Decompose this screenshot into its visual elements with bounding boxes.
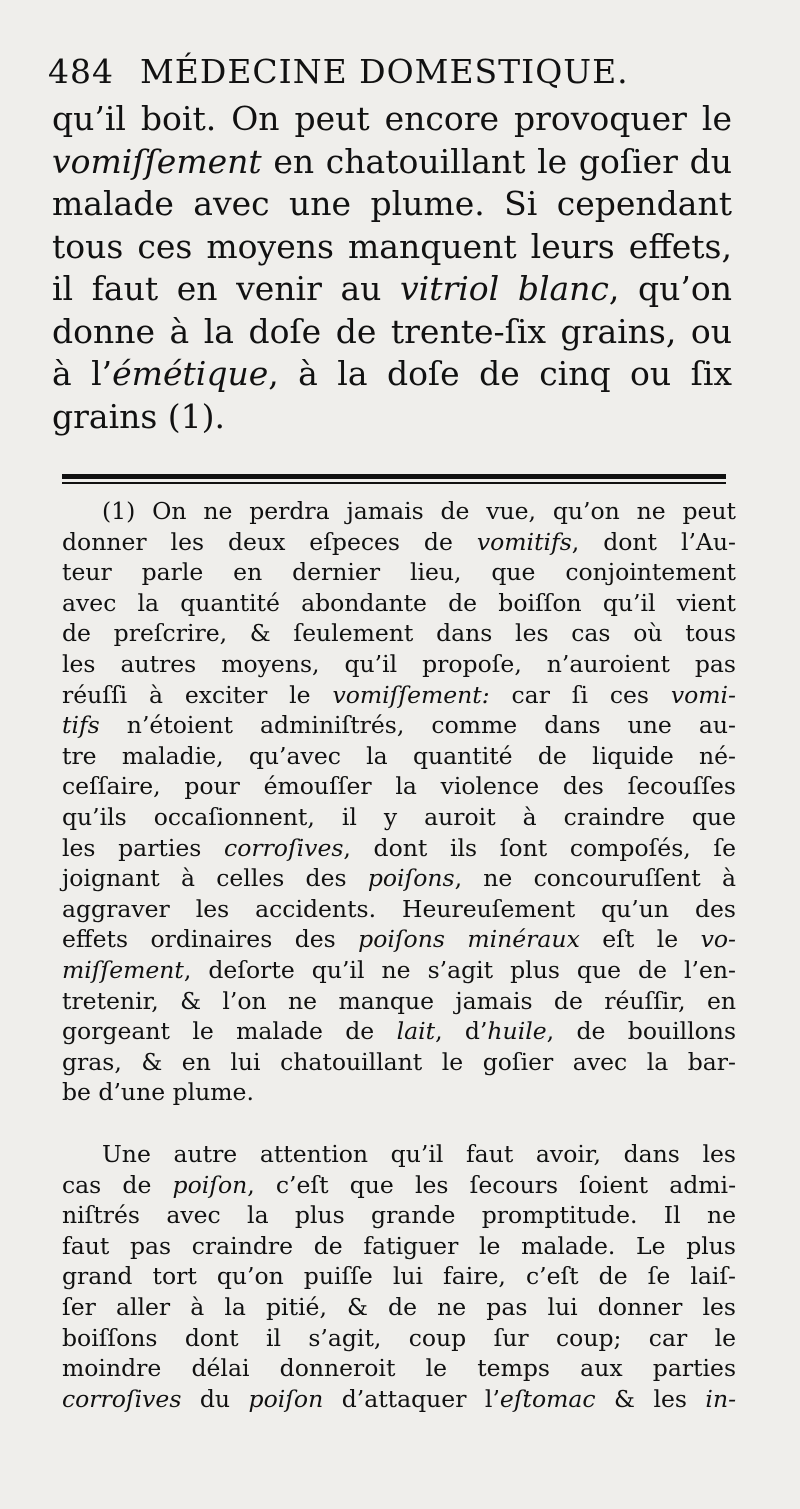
footnote-line: qu’ils occaſionnent, il y auroit à craindre que [62,802,736,831]
footnote-line: gras, & en lui chatouillant le goſier avec la bar- [62,1047,736,1076]
footnote-line: teur parle en dernier lieu, que conjointement [62,558,736,587]
footnote-line: tre maladie, qu’avec la quantité de liquide né- [62,741,736,770]
text-line: grains (1). [52,396,226,436]
paragraph-line: moindre délai donneroit le temps aux parties [62,1354,736,1383]
footnote-line: miſſement, deſorte qu’il ne s’agit plus que de l’en- [62,955,736,984]
paragraph-line: ſer aller à la pitié, & de ne pas lui donner les [62,1292,736,1321]
running-title: MÉDECINE DOMESTIQUE. [140,52,629,91]
text-line: qu’il boit. On peut encore provoquer le [52,99,732,138]
footnote-line: donner les deux eſpeces de vomitifs, dont l’Au- [62,527,736,556]
paragraph-line: Une autre attention qu’il faut avoir, dans les [102,1140,736,1168]
footnote-line: tifs n’étoient adminiſtrés, comme dans une au- [62,711,736,740]
text-line: à l’émétique, à la doſe de cinq ou ſix [52,354,732,393]
text-line: donne à la doſe de trente-ſix grains, ou [52,311,732,351]
footnote-line: les parties corroſives, dont ils ſont compoſés, ſe [62,833,737,862]
footnote-line: les autres moyens, qu’il propoſe, n’auroient pas [62,649,736,678]
paragraph-line: faut pas craindre de fatiguer le malade. Le plus [62,1231,736,1260]
footnote-line: avec la quantité abondante de boiſſon qu’il vient [62,588,736,617]
paragraph-line: niſtrés avec la plus grande promptitude. Il ne [62,1201,736,1230]
text-line: vomiſſement en chatouillant le goſier du [52,141,732,181]
footnote-line: tretenir, & l’on ne manque jamais de réuſſir, en [62,986,736,1015]
paragraph-line: corroſives du poiſon d’attaquer l’eſtomac & les in- [62,1384,737,1413]
paragraph-line: cas de poiſon, c’eſt que les ſecours ſoient admi- [62,1170,737,1199]
main-text [52,98,732,438]
paragraph-line: grand tort qu’on puiſſe lui faire, c’eſt de ſe laiſ- [62,1262,736,1291]
text-line: malade avec une plume. Si cependant [52,184,732,223]
footnote [62,496,736,1108]
footnote-line: effets ordinaires des poiſons minéraux eſt le vo- [62,925,736,954]
text-line: il faut en venir au vitriol blanc, qu’on [52,269,732,308]
footnote-line: réuſſi à exciter le vomiſſement: car ſi ces vomi- [62,680,736,709]
footnote-line: be d’une plume. [62,1078,254,1107]
footnote-line: gorgeant le malade de lait, d’huile, de bouillons [62,1017,737,1046]
paragraph-line: boiſſons dont il s’agit, coup ſur coup; car le [62,1323,736,1352]
footnote-line: de preſcrire, & ſeulement dans les cas où tous [62,619,736,648]
footnote-rule [62,474,726,479]
footnote-line: (1) On ne perdra jamais de vue, qu’on ne peut [102,497,736,525]
footnote-line: aggraver les accidents. Heureuſement qu’un des [62,894,736,923]
text-line: tous ces moyens manquent leurs effets, [52,226,732,266]
page-number: 484 [48,52,114,91]
running-header [48,48,748,96]
footnote-line: joignant à celles des poiſons, ne concouruſſent à [62,864,737,893]
paragraph [62,1139,736,1414]
footnote-line: ceſſaire, pour émouſſer la violence des ſecouſſes [62,772,736,801]
